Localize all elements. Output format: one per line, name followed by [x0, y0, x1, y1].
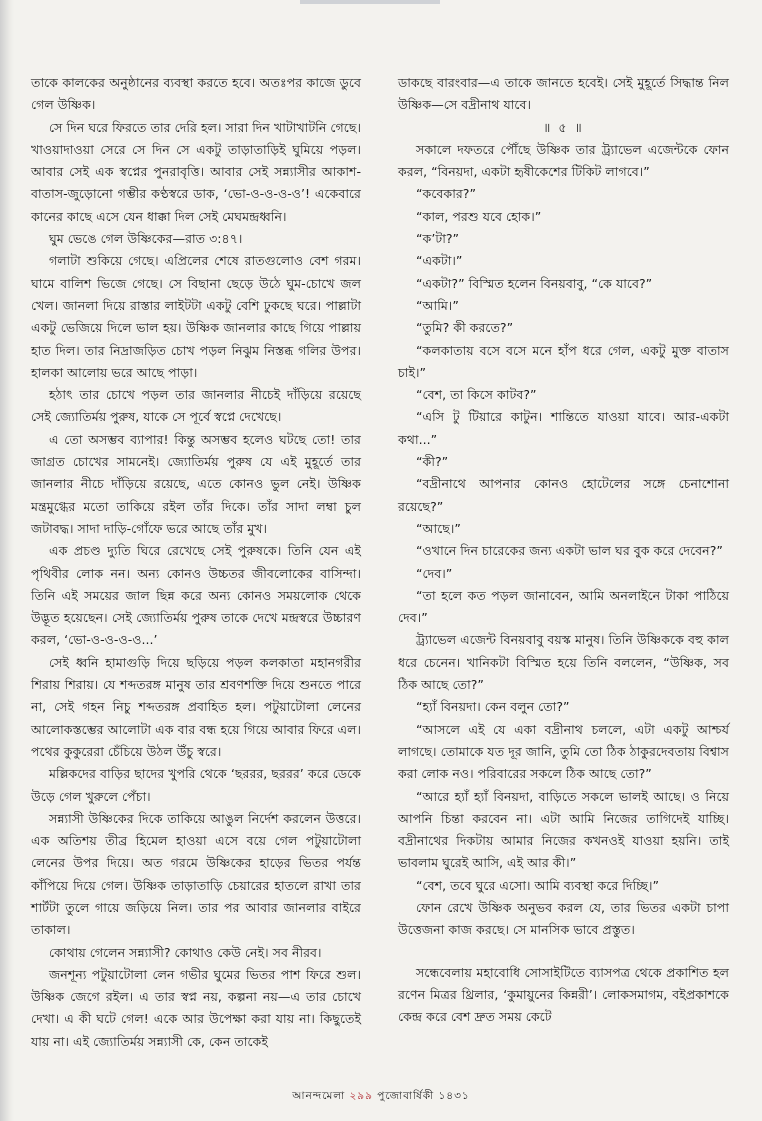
paragraph: জনশূন্য পটুয়াটোলা লেন গভীর ঘুমের ভিতর পাশ ফিরে শুল। উষ্ণিক জেগে রইল। এ তার স্বপ্ন নয়, কল্পনা নয়—এ তার চোখে দেখা। এ কী ঘটে গেল! একে আর উপেক্ষা করা যায় না। কিছুতেই যায় না। এই জ্যোতির্ময় সন্ন্যাসী কে, কেন তাকেই: [31, 966, 361, 1049]
paragraph: সেই ধ্বনি হামাগুড়ি দিয়ে ছড়িয়ে পড়ল কলকাতা মহানগরীর শিরায় শিরায়। যে শব্দতরঙ্গ মানুষ তার শ্রবণশক্তি দিয়ে শুনতে পারে না, সেই গহন নিচু শব্দতরঙ্গ প্রবাহিত হল। পটুয়াটোলা লেনের আলোকস্তম্ভের আলোটা এক বার বন্ধ হয়ে গিয়ে আবার ফিরে এল। পথের কুকুরেরা চেঁচিয়ে উঠল উঁচু স্বরে।: [31, 654, 361, 759]
page-edge-shadow: [0, 0, 14, 1121]
paragraph: “আসলে এই যে একা বদ্রীনাথ চললে, এটা একটু আশ্চর্য লাগছে। তোমাকে যত দূর জানি, তুমি তো ঠিক ঠাকুরদেবতায় বিশ্বাস করা লোক নও। পরিবারের সকলে ঠিক আছে তো?”: [398, 721, 729, 782]
paragraph: “ওখানে দিন চারেকের জন্য একটা ভাল ঘর বুক করে দেবেন?”: [416, 543, 723, 559]
left-text-column: [31, 72, 361, 1053]
paragraph: “কলকাতায় বসে বসে মনে হাঁপ ধরে গেল, একটু মুক্ত বাতাস চাই।”: [398, 342, 729, 380]
paragraph: “হ্যাঁ বিনয়দা। কেন বলুন তো?”: [416, 699, 570, 715]
paragraph: “দেব।”: [416, 565, 453, 581]
paragraph: ডাকছে বারংবার—এ তাকে জানতে হবেই। সেই মুহূর্তে সিদ্ধান্ত নিল উষ্ণিক—সে বদ্রীনাথ যাবে।: [398, 75, 729, 113]
paragraph: এ তো অসম্ভব ব্যাপার! কিন্তু অসম্ভব হলেও ঘটছে তো! তার জাগ্রত চোখের সামনেই। জ্যোতির্ময় পুরুষ যে এই মুহূর্তে তার জানলার নীচে দাঁড়িয়ে রয়েছে, এতে কোনও ভুল নেই। উষ্ণিক মন্ত্রমুগ্ধের মতো তাকিয়ে রইল তাঁর দিকে। তাঁর সাদা লম্বা চুল জটাবদ্ধ। সাদা দাড়ি-গোঁফে ভরে আছে তাঁর মুখ।: [31, 431, 361, 536]
paragraph: “কবেকার?”: [416, 186, 477, 202]
paragraph: তাকে কালকের অনুষ্ঠানের ব্যবস্থা করতে হবে। অতঃপর কাজে ডুবে গেল উষ্ণিক।: [31, 75, 361, 113]
paragraph: “আছে।”: [416, 520, 461, 536]
paragraph: “কী?”: [416, 454, 449, 470]
paragraph: “একটা?” বিস্মিত হলেন বিনয়বাবু, “কে যাবে?”: [416, 275, 653, 291]
paragraph: কোথায় গেলেন সন্ন্যাসী? কোথাও কেউ নেই। সব নীরব।: [49, 944, 322, 960]
paragraph: ফোন রেখে উষ্ণিক অনুভব করল যে, তার ভিতর একটা চাপা উত্তেজনা কাজ করছে। সে মানসিক ভাবে প্রস্তুত।: [398, 899, 729, 938]
paragraph: “বেশ, তবে ঘুরে এসো। আমি ব্যবস্থা করে দিচ্ছি।”: [416, 877, 660, 893]
paragraph: মল্লিকদের বাড়ির ছাদের খুপরি থেকে ‘ছররর, ছররর’ করে ডেকে উড়ে গেল খুরুলে পেঁচা।: [31, 766, 361, 804]
section-number: ॥ ৫ ॥: [543, 119, 584, 135]
top-edge-mark: [300, 0, 440, 4]
right-column-closing: [398, 962, 729, 1029]
footer-issue: পুজোবার্ষিকী ১৪৩১: [377, 1090, 470, 1102]
paragraph: সন্ধেবেলায় মহাবোধি সোসাইটিতে ব্যাসপত্র থেকে প্রকাশিত হল রণেন মিত্রর থ্রিলার, ‘কুমায়ুনের কিন্নরী’। লোকসমাগম, বইপ্রকাশকে কেন্দ্র করে বেশ দ্রুত সময় কেটে: [398, 964, 729, 1025]
paragraph: গলাটা শুকিয়ে গেছে। এপ্রিলের শেষে রাতগুলোও বেশ গরম। ঘামে বালিশ ভিজে গেছে। সে বিছানা ছেড়ে উঠে ঘুম-চোখে জল খেল। জানলা দিয়ে রাস্তার লাইটটা একটু বেশি ঢুকছে ঘরে। পাল্লাটা একটু ভেজিয়ে দিলে ভাল হয়। উষ্ণিক জানলার কাছে গিয়ে পাল্লায় হাত দিল। তার নিদ্রাজড়িত চোখ পড়ল নিঝুম নিস্তব্ধ গলির উপর। হালকা আলোয় ভরে আছে পাড়া।: [31, 253, 361, 380]
page-footer: [0, 1089, 762, 1106]
footer-magazine: আনন্দমেলা: [292, 1090, 346, 1102]
paragraph: “কাল, পরশু যবে হোক।”: [416, 208, 542, 224]
paragraph: “তা হলে কত পড়ল জানাবেন, আমি অনলাইনে টাকা পাঠিয়ে দেব।”: [398, 587, 729, 626]
paragraph: এক প্রচণ্ড দ্যুতি ঘিরে রেখেছে সেই পুরুষকে। তিনি যেন এই পৃথিবীর লোক নন। অন্য কোনও উচ্চতর জীবলোকের বাসিন্দা। তিনি এই সময়ের জাল ছিন্ন করে অন্য কোনও সময়লোক থেকে উদ্ভূত হয়েছেন। সেই জ্যোতির্ময় পুরুষ তাকে দেখে মন্দ্রস্বরে উচ্চারণ করল, ‘ভো-ও-ও-ও-ও...’: [31, 543, 361, 648]
paragraph: “আমি।”: [416, 297, 459, 313]
paragraph: “একটা।”: [416, 253, 463, 269]
paragraph: সে দিন ঘরে ফিরতে তার দেরি হল। সারা দিন খাটাখাটনি গেছে। খাওয়াদাওয়া সেরে সে দিন সে একটু তাড়াতাড়িই ঘুমিয়ে পড়ল। আবার সেই এক স্বপ্নের পুনরাবৃত্তি। আবার সেই সন্ন্যাসীর আকাশ-বাতাস-জুড়োনো গম্ভীর কণ্ঠস্বরে ডাক, ‘ভো-ও-ও-ও-ও’! একেবারে কানের কাছে এসে যেন ধাক্কা দিল সেই মেঘমন্দ্রধ্বনি।: [31, 119, 361, 224]
paragraph: ঘুম ভেঙে গেল উষ্ণিকের—রাত ৩:৪৭।: [49, 231, 243, 247]
paragraph: ট্র্যাভেল এজেন্ট বিনয়বাবু বয়স্ক মানুষ। তিনি উষ্ণিককে বহু কাল ধরে চেনেন। খানিকটা বিস্মিত হয়ে তিনি বললেন, “উষ্ণিক, সব ঠিক আছে তো?”: [398, 632, 729, 693]
section-break: [398, 942, 729, 962]
paragraph: সকালে দফতরে পৌঁছে উষ্ণিক তার ট্র্যাভেল এজেন্টকে ফোন করল, “বিনয়দা, একটা হৃষীকেশের টিকিট লাগবে।”: [398, 141, 729, 180]
paragraph: সন্ন্যাসী উষ্ণিকের দিকে তাকিয়ে আঙুল নির্দেশ করলেন উত্তরে। এক অতিশয় তীব্র হিমেল হাওয়া এসে বয়ে গেল পটুয়াটোলা লেনের উপর দিয়ে। অত গরমে উষ্ণিকের হাড়ের ভিতর পর্যন্ত কাঁপিয়ে দিয়ে গেল। উষ্ণিক তাড়াতাড়ি চেয়ারের হাতলে রাখা তার শার্টটা তুলে গায়ে জড়িয়ে নিল। তার পর আবার জানলার বাইরে তাকাল।: [31, 810, 361, 938]
paragraph: হঠাৎ তার চোখে পড়ল তার জানলার নীচেই দাঁড়িয়ে রয়েছে সেই জ্যোতির্ময় পুরুষ, যাকে সে পূর্বে স্বপ্নে দেখেছে।: [31, 387, 361, 425]
right-text-column: [398, 72, 729, 1028]
footer-page-number: ২৯৯: [349, 1090, 373, 1102]
paragraph: “বদ্রীনাথে আপনার কোনও হোটেলের সঙ্গে চেনাশোনা রয়েছে?”: [398, 476, 729, 514]
paragraph: “এসি টু টিয়ারে কাটুন। শান্তিতে যাওয়া যাবে। আর-একটা কথা...”: [398, 409, 729, 447]
right-column-dialogue: [398, 139, 729, 942]
paragraph: “ক’টা?”: [416, 231, 460, 247]
paragraph: “বেশ, তা কিসে কাটব?”: [416, 387, 537, 403]
right-column-continuation: [398, 72, 729, 117]
paragraph: “তুমি? কী করতে?”: [416, 320, 514, 336]
paragraph: “আরে হ্যাঁ হ্যাঁ বিনয়দা, বাড়িতে সকলে ভালই আছে। ও নিয়ে আপনি চিন্তা করবেন না। এটা আমি নিজের তাগিদেই যাচ্ছি। বদ্রীনাথের দিকটায় আমার নিজের কখনওই যাওয়া হয়নি। তাই ভাবলাম ঘুরেই আসি, এই আর কী।”: [398, 788, 729, 871]
